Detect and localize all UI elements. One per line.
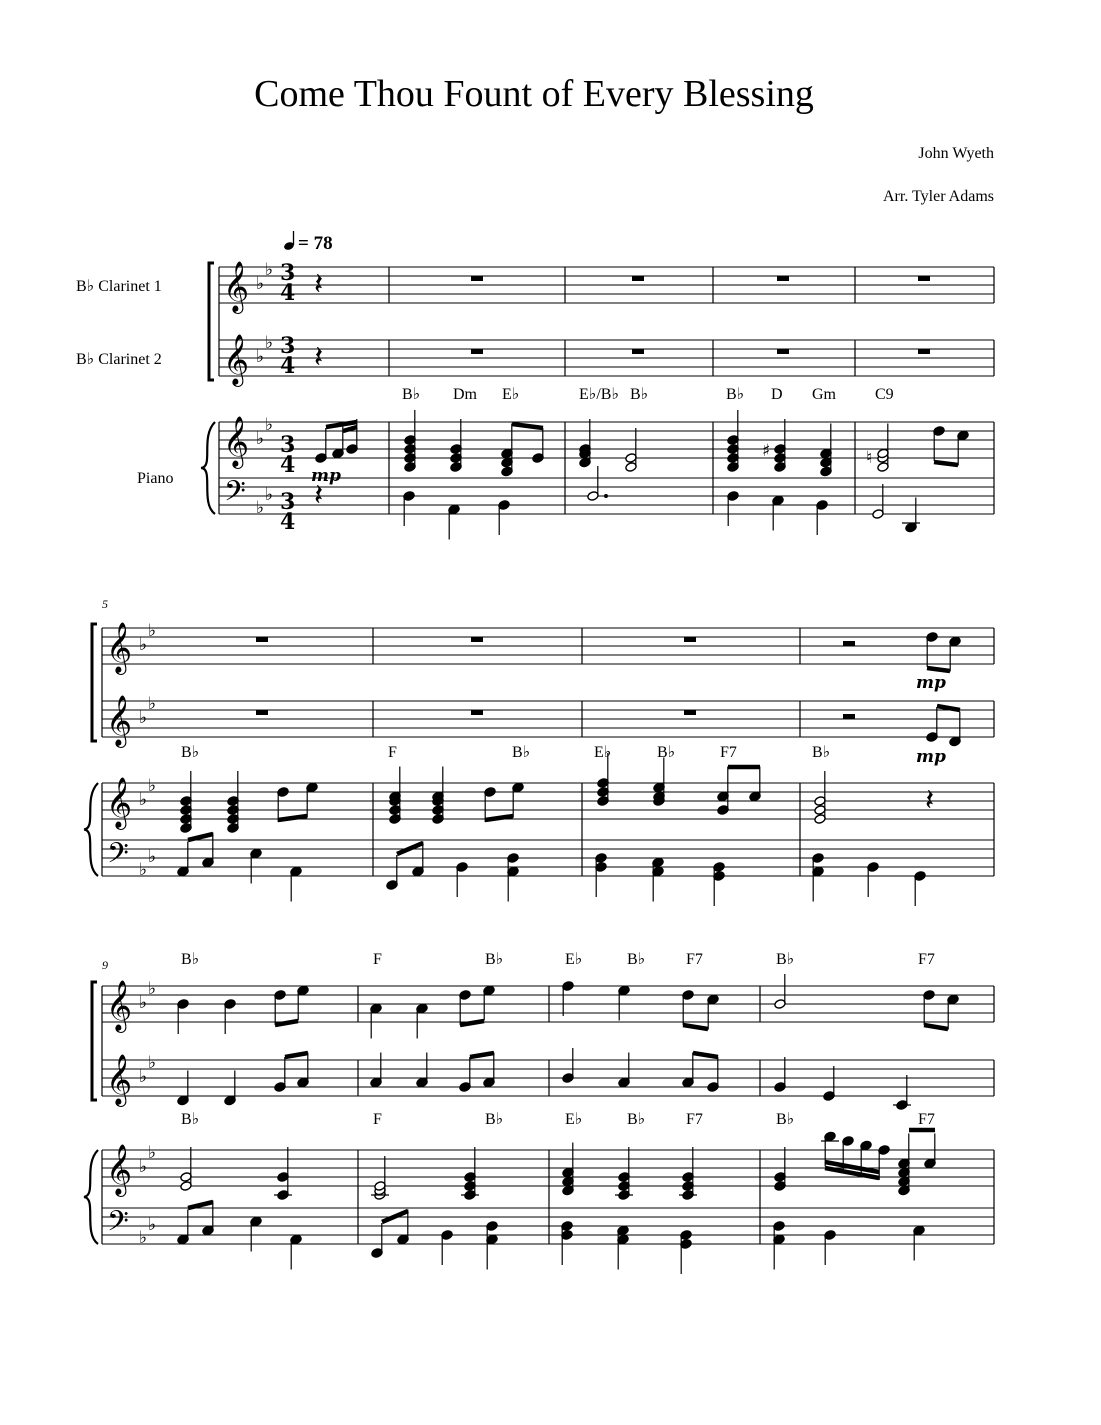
whole-rest-icon <box>471 637 483 642</box>
quarter-rest-icon: 𝄽 <box>314 478 324 513</box>
flat-icon: ♭ <box>265 485 274 505</box>
chord-symbol: F7 <box>686 951 703 968</box>
chord-symbol: F7 <box>686 1111 703 1128</box>
flat-icon: ♭ <box>148 776 157 796</box>
bass-clef-icon: 𝄢 <box>107 1205 129 1245</box>
whole-rest-icon <box>777 276 789 281</box>
whole-rest-icon <box>256 710 268 715</box>
chord-symbol: D <box>771 386 783 403</box>
note-beam <box>934 462 958 465</box>
time-signature-denominator: 4 <box>280 353 296 379</box>
chord-symbol: E♭/B♭ <box>579 386 619 403</box>
quarter-rest-icon: 𝄽 <box>925 783 935 818</box>
flat-icon: ♭ <box>139 1157 148 1177</box>
dot <box>604 494 608 498</box>
whole-rest-icon <box>684 637 696 642</box>
flat-icon: ♭ <box>256 498 265 518</box>
treble-clef-icon: 𝄞 <box>106 1144 133 1195</box>
tempo-text: = 78 <box>298 233 333 254</box>
whole-rest-icon <box>471 349 483 354</box>
treble-clef-icon: 𝄞 <box>106 777 133 828</box>
time-signature-denominator: 4 <box>280 280 296 306</box>
measure-number-5: 5 <box>102 597 108 611</box>
flat-icon: ♭ <box>148 1053 157 1073</box>
note-beam <box>188 1202 213 1208</box>
whole-rest-icon <box>256 637 268 642</box>
chord-symbol: B♭ <box>812 744 831 761</box>
chord-symbol: B♭ <box>776 1111 795 1128</box>
chord-symbol: B♭ <box>181 951 200 968</box>
chord-symbol: B♭ <box>485 951 504 968</box>
chord-symbol: F <box>373 951 382 968</box>
flat-icon: ♭ <box>148 847 157 867</box>
flat-icon: ♭ <box>139 993 148 1013</box>
note-beam <box>285 1053 308 1057</box>
flat-icon: ♭ <box>148 621 157 641</box>
chord-symbol: E♭ <box>565 1111 583 1128</box>
dynamic-mp: mp <box>916 673 946 693</box>
staff-group-bracket <box>209 263 214 380</box>
staff-group-bracket <box>92 982 97 1100</box>
natural-icon: ♮ <box>866 448 873 468</box>
quarter-rest-icon: 𝄽 <box>314 340 324 375</box>
quarter-rest-icon: 𝄽 <box>314 267 324 302</box>
whole-rest-icon <box>918 349 930 354</box>
treble-clef-icon: 𝄞 <box>106 695 133 746</box>
flat-icon: ♭ <box>148 694 157 714</box>
note-beam <box>512 424 543 428</box>
treble-clef-icon: 𝄞 <box>106 622 133 673</box>
treble-clef-icon: 𝄞 <box>223 261 250 312</box>
chord-symbol: B♭ <box>627 1111 646 1128</box>
time-signature-numerator: 3 <box>280 489 296 515</box>
chord-symbol: E♭ <box>594 744 612 761</box>
piano-brace <box>84 783 98 876</box>
instrument-name-clarinet-2: B♭ Clarinet 2 <box>76 351 162 368</box>
chord-symbols-system-3-piano <box>181 1111 935 1128</box>
arranger-credit: Arr. Tyler Adams <box>882 188 994 205</box>
note-beam <box>937 706 960 710</box>
half-rest-icon <box>843 714 855 719</box>
staff-group-bracket <box>92 624 97 741</box>
chord-symbol: B♭ <box>181 744 200 761</box>
chord-symbol: C9 <box>875 386 894 403</box>
time-signature-denominator: 4 <box>280 452 296 478</box>
flat-icon: ♭ <box>265 260 274 280</box>
chord-symbols-system-3-top <box>181 951 935 968</box>
tempo-marking <box>283 231 333 254</box>
flat-icon: ♭ <box>139 790 148 810</box>
treble-clef-icon: 𝄞 <box>223 334 250 385</box>
chord-symbol: F <box>373 1111 382 1128</box>
chord-symbol: F7 <box>918 951 935 968</box>
piano-brace <box>201 422 215 514</box>
whole-rest-icon <box>777 349 789 354</box>
treble-clef-icon: 𝄞 <box>106 1054 133 1105</box>
whole-rest-icon <box>471 276 483 281</box>
flat-icon: ♭ <box>148 1143 157 1163</box>
note-beam <box>343 427 357 431</box>
chord-symbol: B♭ <box>657 744 676 761</box>
chord-symbols-system-1 <box>402 386 894 403</box>
staves <box>84 260 994 1248</box>
note-beam <box>470 1053 494 1057</box>
note-beam <box>683 1025 708 1029</box>
flat-icon: ♭ <box>139 1228 148 1248</box>
chord-symbol: E♭ <box>502 386 520 403</box>
flat-icon: ♭ <box>139 635 148 655</box>
flat-icon: ♭ <box>148 979 157 999</box>
flat-icon: ♭ <box>256 429 265 449</box>
chord-symbol: B♭ <box>181 1111 200 1128</box>
note-beam <box>927 668 950 671</box>
note-beam <box>924 1025 948 1029</box>
chord-symbol: F <box>388 744 397 761</box>
chord-symbol: Dm <box>453 386 477 403</box>
piece-title: Come Thou Fount of Every Blessing <box>254 73 814 115</box>
chord-symbol: B♭ <box>776 951 795 968</box>
note-beam <box>188 834 213 840</box>
whole-rest-icon <box>632 276 644 281</box>
flat-icon: ♭ <box>265 415 274 435</box>
note-beam <box>693 1053 718 1057</box>
instrument-name-clarinet-1: B♭ Clarinet 1 <box>76 278 162 295</box>
flat-icon: ♭ <box>148 1215 157 1235</box>
flat-icon: ♭ <box>139 708 148 728</box>
bass-clef-icon: 𝄢 <box>107 837 129 877</box>
chord-symbol: E♭ <box>565 951 583 968</box>
chord-symbols-system-2 <box>181 744 830 761</box>
time-signature-numerator: 3 <box>280 333 296 359</box>
treble-clef-icon: 𝄞 <box>106 980 133 1031</box>
composer-credit: John Wyeth <box>918 145 994 162</box>
time-signatures <box>280 260 295 535</box>
whole-rest-icon <box>471 710 483 715</box>
bass-clef-icon: 𝄢 <box>224 475 246 515</box>
chord-symbol: B♭ <box>402 386 421 403</box>
instrument-name-piano: Piano <box>137 470 174 487</box>
chord-symbol: Gm <box>812 386 836 403</box>
chord-symbol: B♭ <box>726 386 745 403</box>
flat-icon: ♭ <box>256 347 265 367</box>
flat-icon: ♭ <box>265 333 274 353</box>
whole-rest-icon <box>684 710 696 715</box>
flat-icon: ♭ <box>139 1067 148 1087</box>
chord-symbol: B♭ <box>485 1111 504 1128</box>
half-rest-icon <box>843 641 855 646</box>
time-signature-numerator: 3 <box>280 432 296 458</box>
sharp-icon: ♯ <box>762 441 771 461</box>
chord-symbol: F7 <box>720 744 737 761</box>
time-signature-denominator: 4 <box>280 509 296 535</box>
flat-icon: ♭ <box>256 274 265 294</box>
time-signature-numerator: 3 <box>280 260 296 286</box>
chord-symbol: F7 <box>918 1111 935 1128</box>
chord-symbol: B♭ <box>512 744 531 761</box>
dynamic-mp: mp <box>916 747 946 767</box>
whole-rest-icon <box>918 276 930 281</box>
dynamic-mp: mp <box>311 466 341 486</box>
chord-symbol: B♭ <box>627 951 646 968</box>
measure-number-9: 9 <box>102 958 108 972</box>
piano-brace <box>84 1150 98 1244</box>
flat-icon: ♭ <box>139 860 148 880</box>
whole-rest-icon <box>632 349 644 354</box>
treble-clef-icon: 𝄞 <box>223 416 250 467</box>
chord-symbol: B♭ <box>630 386 649 403</box>
